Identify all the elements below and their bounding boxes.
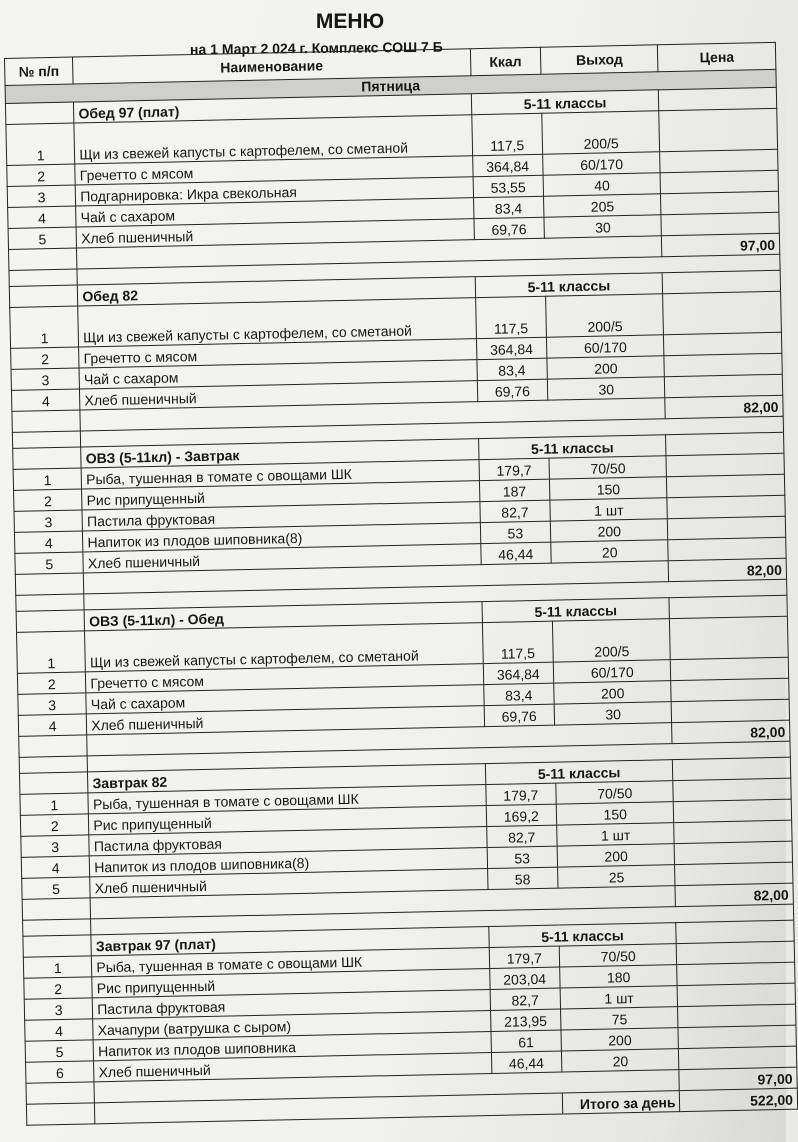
section-grade: 5-11 классы: [478, 435, 666, 460]
item-price: [668, 516, 786, 539]
item-name: Щи из свежей капусты с картофелем, со сметаной: [85, 623, 483, 672]
gap-cell: [19, 756, 88, 773]
item-num: 1: [17, 631, 86, 673]
item-output: 180: [560, 965, 678, 988]
section-price-cell: [659, 87, 777, 110]
menu-table: [4, 42, 798, 1126]
item-price: [671, 678, 789, 701]
item-price: [663, 291, 781, 334]
item-output: 200: [550, 519, 668, 542]
section-price-cell: [666, 432, 784, 455]
item-num: 3: [21, 835, 90, 857]
section-num-cell: [16, 610, 85, 632]
item-output: 1 шт: [550, 498, 668, 521]
day-total: 522,00: [680, 1088, 798, 1111]
item-name: Пастила фруктовая: [93, 990, 491, 1019]
col-header-output: Выход: [540, 45, 658, 74]
item-output: 200: [547, 356, 665, 379]
item-output: 60/170: [543, 152, 661, 175]
item-name: Хачапури (ватрушка с сыром): [93, 1011, 491, 1040]
section-price-cell: [669, 595, 787, 618]
section-total: 97,00: [662, 233, 780, 256]
item-price: [675, 841, 793, 864]
item-kcal: 179,7: [485, 783, 556, 805]
item-price: [660, 149, 778, 172]
item-name: Хлеб пшеничный: [76, 219, 474, 248]
section-total: 82,00: [675, 883, 793, 906]
col-header-name: Наименование: [73, 49, 471, 84]
item-price: [678, 1004, 796, 1027]
item-output: 1 шт: [557, 823, 675, 846]
item-kcal: 53,55: [473, 175, 544, 197]
gap-cell: [12, 431, 81, 448]
item-price: [672, 699, 790, 722]
item-output: 70/50: [549, 456, 667, 479]
section-grade: 5-11 классы: [485, 760, 673, 785]
item-name: Чай с сахаром: [79, 360, 477, 389]
item-output: 70/50: [556, 781, 674, 804]
item-name: Гречетто с мясом: [79, 339, 477, 368]
item-price: [665, 374, 783, 397]
item-kcal: 58: [487, 867, 558, 889]
section-num-cell: [13, 447, 82, 469]
item-num: 2: [11, 347, 80, 369]
total-empty-cell: [15, 573, 84, 595]
item-num: 4: [25, 1019, 94, 1041]
section-name: Обед 82: [78, 277, 476, 306]
day-label: Пятница: [5, 69, 776, 103]
item-price: [673, 778, 791, 801]
item-kcal: 364,84: [483, 662, 554, 684]
item-num: 4: [21, 856, 90, 878]
item-name: Напиток из плодов шиповника(8): [83, 523, 481, 552]
item-output: 75: [561, 1007, 679, 1030]
col-header-price: Цена: [658, 42, 776, 71]
item-num: 1: [10, 306, 79, 348]
section-num-cell: [9, 285, 78, 307]
item-kcal: 46,44: [480, 542, 551, 564]
item-kcal: 61: [491, 1030, 562, 1052]
total-empty-cell: [22, 898, 91, 920]
item-price: [664, 353, 782, 376]
item-output: 200/5: [542, 111, 660, 154]
item-price: [661, 212, 779, 235]
section-name: Завтрак 97 (плат): [91, 927, 489, 956]
menu-subtitle: на 1 Март 2 024 г. Комплекс СОШ 7 Б: [189, 38, 443, 58]
item-price: [671, 657, 789, 680]
item-price: [661, 170, 779, 193]
item-output: 60/170: [553, 660, 671, 683]
item-name: Рис припущенный: [89, 806, 487, 835]
total-empty-cell: [26, 1082, 95, 1104]
item-output: 70/50: [559, 944, 677, 967]
item-kcal: 117,5: [475, 296, 546, 338]
item-kcal: 179,7: [489, 946, 560, 968]
item-price: [678, 1025, 796, 1048]
item-name: Хлеб пшеничный: [87, 706, 485, 735]
item-output: 150: [556, 802, 674, 825]
item-price: [667, 495, 785, 518]
item-kcal: 69,76: [484, 704, 555, 726]
item-kcal: 83,4: [476, 358, 547, 380]
item-kcal: 83,4: [483, 683, 554, 705]
section-num-cell: [23, 935, 92, 957]
item-name: Напиток из плодов шиповника(8): [90, 848, 488, 877]
item-output: 30: [554, 702, 672, 725]
section-name: ОВЗ (5-11кл) - Завтрак: [81, 439, 479, 468]
item-price: [666, 453, 784, 476]
day-total-label: Итого за день: [562, 1091, 680, 1114]
section-total: 97,00: [679, 1067, 797, 1090]
item-output: 25: [558, 865, 676, 888]
item-name: Щи из свежей капусты с картофелем, со сметаной: [78, 298, 476, 347]
item-num: 6: [26, 1061, 95, 1083]
item-output: 200: [561, 1028, 679, 1051]
col-header-num: № п/п: [5, 57, 74, 85]
item-price: [661, 191, 779, 214]
item-name: Рыба, тушенная в томате с овощами ШК: [92, 948, 490, 977]
item-price: [678, 983, 796, 1006]
item-price: [674, 820, 792, 843]
item-output: 30: [547, 377, 665, 400]
item-name: Гречетто с мясом: [75, 156, 473, 185]
item-price: [679, 1046, 797, 1069]
section-grade: 5-11 классы: [482, 598, 670, 623]
item-kcal: 179,7: [479, 458, 550, 480]
item-price: [677, 941, 795, 964]
item-kcal: 53: [480, 521, 551, 543]
section-grade: 5-11 классы: [475, 273, 663, 298]
item-num: 2: [17, 672, 86, 694]
section-name: Завтрак 82: [88, 764, 486, 793]
item-kcal: 46,44: [491, 1051, 562, 1073]
section-price-cell: [673, 757, 791, 780]
item-kcal: 82,7: [479, 500, 550, 522]
item-name: Чай с сахаром: [86, 685, 484, 714]
item-name: Хлеб пшеничный: [83, 544, 481, 573]
item-name: Рыба, тушенная в томате с овощами ШК: [88, 785, 486, 814]
item-num: 3: [18, 693, 87, 715]
item-num: 2: [24, 977, 93, 999]
item-output: 150: [549, 477, 667, 500]
item-num: 1: [13, 468, 82, 490]
item-price: [664, 332, 782, 355]
item-num: 4: [11, 389, 80, 411]
item-price: [667, 474, 785, 497]
item-num: 3: [24, 998, 93, 1020]
item-price: [677, 962, 795, 985]
item-num: 3: [11, 368, 80, 390]
item-kcal: 169,2: [486, 804, 557, 826]
item-name: Чай с сахаром: [76, 198, 474, 227]
menu-body: [5, 69, 798, 1125]
item-output: 1 шт: [560, 986, 678, 1009]
section-grade: 5-11 классы: [471, 90, 659, 115]
col-header-kcal: Ккал: [470, 47, 541, 75]
item-kcal: 69,76: [477, 379, 548, 401]
item-num: 5: [15, 552, 84, 574]
item-price: [668, 537, 786, 560]
item-kcal: 69,76: [474, 217, 545, 239]
item-num: 5: [25, 1040, 94, 1062]
item-output: 20: [561, 1049, 679, 1072]
item-output: 200: [554, 681, 672, 704]
section-total: 82,00: [669, 558, 787, 581]
item-output: 40: [543, 173, 661, 196]
item-kcal: 117,5: [482, 621, 553, 663]
item-num: 5: [8, 227, 77, 249]
item-name: Пастила фруктовая: [89, 827, 487, 856]
item-name: Гречетто с мясом: [86, 664, 484, 693]
item-num: 2: [14, 489, 83, 511]
item-kcal: 82,7: [486, 825, 557, 847]
item-kcal: 82,7: [490, 988, 561, 1010]
item-price: [670, 616, 788, 659]
total-empty-cell: [19, 735, 88, 757]
item-output: 20: [551, 540, 669, 563]
item-kcal: 117,5: [471, 113, 542, 155]
item-name: Хлеб пшеничный: [90, 869, 488, 898]
item-name: Рыба, тушенная в томате с овощами ШК: [81, 460, 479, 489]
total-empty-cell: [12, 410, 81, 432]
item-num: 4: [8, 206, 77, 228]
item-num: 1: [23, 956, 92, 978]
item-name: Подгарнировка: Икра свекольная: [76, 177, 474, 206]
page-title: МЕНЮ: [315, 10, 385, 33]
item-output: 200/5: [546, 294, 664, 337]
section-total: 82,00: [672, 720, 790, 743]
section-num-cell: [19, 772, 88, 794]
item-num: 4: [14, 531, 83, 553]
item-kcal: 53: [487, 846, 558, 868]
section-total: 82,00: [665, 395, 783, 418]
item-num: 4: [18, 714, 87, 736]
item-price: [675, 862, 793, 885]
item-num: 1: [6, 123, 75, 165]
section-name: Обед 97 (плат): [74, 94, 472, 123]
item-name: Рис припущенный: [82, 481, 480, 510]
item-kcal: 83,4: [473, 196, 544, 218]
item-num: 2: [7, 164, 76, 186]
item-name: Пастила фруктовая: [82, 502, 480, 531]
menu-table-wrapper: [4, 42, 798, 1126]
item-name: Щи из свежей капусты с картофелем, со сметаной: [74, 115, 472, 164]
section-grade: 5-11 классы: [488, 923, 676, 948]
section-price-cell: [663, 270, 781, 293]
item-output: 200: [557, 844, 675, 867]
item-kcal: 364,84: [476, 337, 547, 359]
item-name: Напиток из плодов шиповника: [93, 1032, 491, 1061]
section-name: ОВЗ (5-11кл) - Обед: [84, 602, 482, 631]
item-output: 30: [544, 215, 662, 238]
section-price-cell: [676, 920, 794, 943]
item-name: Хлеб пшеничный: [80, 381, 478, 410]
item-num: 1: [20, 793, 89, 815]
gap-cell: [23, 919, 92, 936]
gap-cell: [9, 269, 78, 286]
gap-cell: [16, 594, 85, 611]
item-num: 3: [7, 185, 76, 207]
total-empty-cell: [9, 248, 78, 270]
item-price: [659, 108, 777, 151]
item-kcal: 364,84: [472, 154, 543, 176]
item-price: [674, 799, 792, 822]
item-kcal: 213,95: [490, 1009, 561, 1031]
item-output: 60/170: [546, 335, 664, 358]
section-num-cell: [5, 102, 74, 124]
item-name: Рис припущенный: [92, 969, 490, 998]
item-num: 5: [22, 877, 91, 899]
total-empty-cell: [26, 1103, 95, 1125]
item-output: 205: [544, 194, 662, 217]
item-kcal: 187: [479, 479, 550, 501]
item-kcal: 203,04: [489, 967, 560, 989]
item-name: Хлеб пшеничный: [94, 1053, 492, 1082]
item-num: 2: [20, 814, 89, 836]
item-output: 200/5: [552, 619, 670, 662]
item-num: 3: [14, 510, 83, 532]
